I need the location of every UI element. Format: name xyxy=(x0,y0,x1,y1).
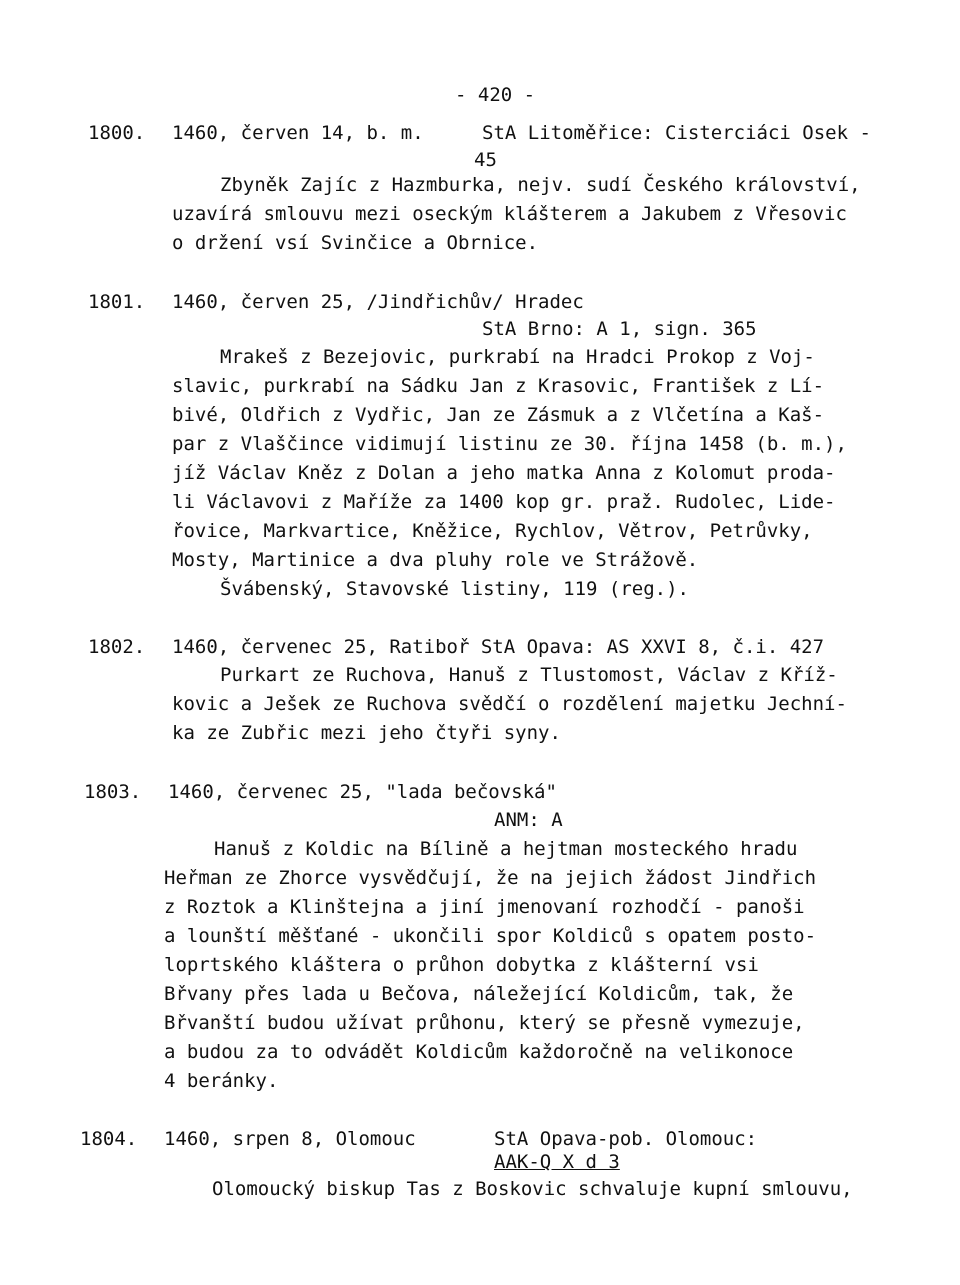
body-line: Zbyněk Zajíc z Hazmburka, nejv. sudí Českého království, xyxy=(220,174,861,196)
entry-date: 1460, srpen 8, Olomouc xyxy=(164,1128,416,1150)
body-line: Mrakeš z Bezejovic, purkrabí na Hradci Prokop z Voj- xyxy=(220,346,815,368)
entry-source: StA Brno: A 1, sign. 365 xyxy=(482,318,757,340)
entry-date: 1460, červenec 25, "lada bečovská" xyxy=(168,781,557,803)
entry-number: 1801. xyxy=(88,291,146,313)
body-line: uzavírá smlouvu mezi oseckým klášterem a Jakubem z Vřesovic xyxy=(172,203,847,225)
body-line: a lounští měšťané - ukončili spor Koldiců s opatem posto- xyxy=(164,925,817,947)
body-line: o držení vsí Svinčice a Obrnice. xyxy=(172,232,539,254)
entry-source: 45 xyxy=(474,149,497,171)
body-line: Purkart ze Ruchova, Hanuš z Tlustomost, Václav z Kříž- xyxy=(220,664,838,686)
body-line: bivé, Oldřich z Vydřic, Jan ze Zásmuk a z Vlčetína a Kaš- xyxy=(172,404,825,426)
entry-date: 1460, červen 14, b. m. xyxy=(172,122,424,144)
entry-number: 1800. xyxy=(88,122,146,144)
body-line: řovice, Markvartice, Kněžice, Rychlov, Větrov, Petrůvky, xyxy=(172,520,813,542)
body-line: li Václavovi z Maříže za 1400 kop gr. praž. Rudolec, Lide- xyxy=(172,491,836,513)
body-line: jíž Václav Kněz z Dolan a jeho matka Anna z Kolomut proda- xyxy=(172,462,836,484)
page-number: - 420 - xyxy=(455,84,536,106)
body-line: loprtského kláštera o průhon dobytka z klášterní vsi xyxy=(164,954,759,976)
body-line: par z Vlaščince vidimují listinu ze 30. října 1458 (b. m.), xyxy=(172,433,847,455)
body-line: 4 beránky. xyxy=(164,1070,279,1092)
entry-number: 1803. xyxy=(84,781,142,803)
body-line: Hanuš z Koldic na Bílině a hejtman mosteckého hradu xyxy=(214,838,798,860)
body-line: a budou za to odvádět Koldicům každoročně na velikonoce xyxy=(164,1041,794,1063)
entry-date: 1460, červenec 25, Ratiboř StA Opava: AS XXVI 8, č.i. 427 xyxy=(172,636,825,658)
entry-source: StA Litoměřice: Cisterciáci Osek - xyxy=(482,122,871,144)
body-line: ka ze Zubřic mezi jeho čtyři syny. xyxy=(172,722,561,744)
body-line: slavic, purkrabí na Sádku Jan z Krasovic, František z Lí- xyxy=(172,375,825,397)
entry-source: AAK-Q X d 3 xyxy=(494,1151,620,1173)
body-line: Břvany přes lada u Bečova, náležející Koldicům, tak, že xyxy=(164,983,794,1005)
entry-source: ANM: A xyxy=(494,809,563,831)
body-line: Břvanští budou užívat průhonu, který se přesně vymezuje, xyxy=(164,1012,805,1034)
body-line: Švábenský, Stavovské listiny, 119 (reg.). xyxy=(220,578,689,600)
entry-source: StA Opava-pob. Olomouc: xyxy=(494,1128,758,1150)
entry-number: 1802. xyxy=(88,636,146,658)
body-line: Mosty, Martinice a dva pluhy role ve Strážově. xyxy=(172,549,699,571)
body-line: Olomoucký biskup Tas z Boskovic schvaluje kupní smlouvu, xyxy=(212,1178,853,1200)
body-line: kovic a Ješek ze Ruchova svědčí o rozdělení majetku Jechní- xyxy=(172,693,847,715)
entry-date: 1460, červen 25, /Jindřichův/ Hradec xyxy=(172,291,584,313)
body-line: z Roztok a Klinštejna a jiní jmenovaní rozhodčí - panoši xyxy=(164,896,805,918)
body-line: Heřman ze Zhorce vysvědčují, že na jejich žádost Jindřich xyxy=(164,867,817,889)
entry-number: 1804. xyxy=(80,1128,138,1150)
